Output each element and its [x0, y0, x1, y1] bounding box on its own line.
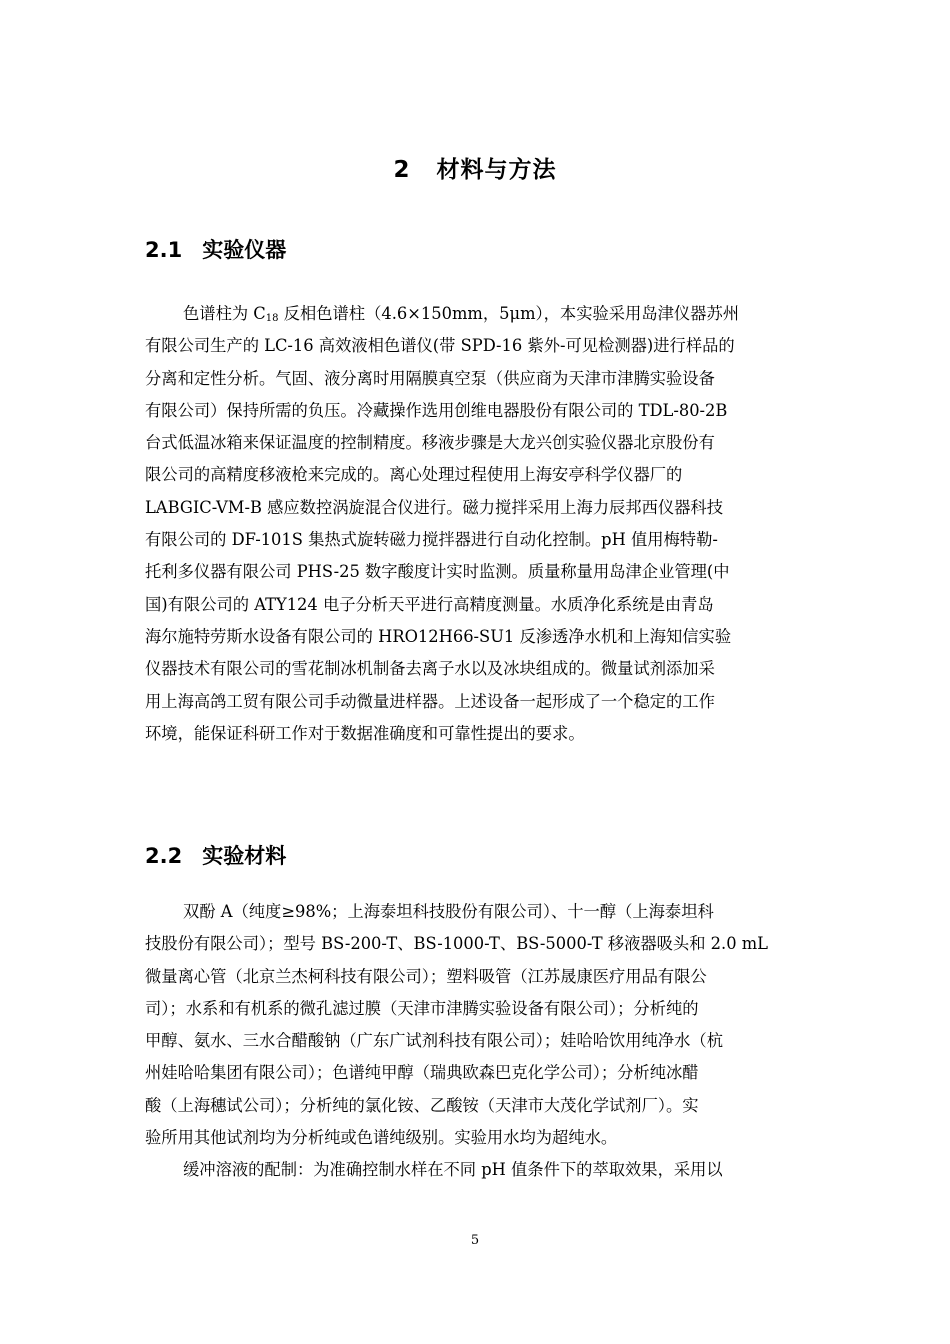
- text-line: 有限公司生产的 LC-16 高效液相色谱仪(带 SPD-16 紫外-可见检测器)进行样品的: [145, 336, 735, 356]
- text-line: 海尔施特劳斯水设备有限公司的 HRO12H66-SU1 反渗透净水机和上海知信实验: [145, 626, 732, 646]
- section-number: 2.2: [145, 844, 183, 868]
- section-title: 实验材料: [202, 844, 287, 868]
- text-line: 技股份有限公司）；型号 BS-200-T、BS-1000-T、BS-5000-T 移液器吸头和 2.0 mL: [145, 934, 768, 954]
- text-line: 国)有限公司的 ATY124 电子分析天平进行高精度测量。水质净化系统是由青岛: [145, 594, 714, 614]
- text-line: 仪器技术有限公司的雪花制冰机制备去离子水以及冰块组成的。微量试剂添加采: [145, 659, 715, 679]
- text-line: 台式低温冰箱来保证温度的控制精度。移液步骤是大龙兴创实验仪器北京股份有: [145, 433, 715, 453]
- text-line: 微量离心管（北京兰杰柯科技有限公司）；塑料吸管（江苏晟康医疗用品有限公: [145, 966, 707, 986]
- chapter-title: [0, 152, 950, 188]
- text-line: 甲醇、氨水、三水合醋酸钠（广东广试剂科技有限公司）；娃哈哈饮用纯净水（杭: [145, 1031, 723, 1051]
- text-line: 有限公司）保持所需的负压。冷藏操作选用创维电器股份有限公司的 TDL-80-2B: [145, 400, 728, 420]
- text-line: 环境，能保证科研工作对于数据准确度和可靠性提出的要求。: [145, 723, 585, 743]
- section-number: 2.1: [145, 238, 183, 262]
- paragraph-instruments: [145, 298, 807, 750]
- text-line: 分离和定性分析。气固、液分离时用隔膜真空泵（供应商为天津市津腾实验设备: [145, 368, 715, 388]
- text-line: 州娃哈哈集团有限公司）；色谱纯甲醇（瑞典欧森巴克化学公司）；分析纯冰醋: [145, 1063, 699, 1083]
- text-line: 限公司的高精度移液枪来完成的。离心处理过程使用上海安亭科学仪器厂的: [145, 465, 683, 485]
- text-line: 托利多仪器有限公司 PHS-25 数字酸度计实时监测。质量称量用岛津企业管理(中: [145, 562, 730, 582]
- text-line: 用上海高鸽工贸有限公司手动微量进样器。上述设备一起形成了一个稳定的工作: [145, 691, 715, 711]
- text-line: 验所用其他试剂均为分析纯或色谱纯级别。实验用水均为超纯水。: [145, 1128, 618, 1148]
- section-heading-2-2: [145, 840, 286, 872]
- paragraph-materials: [145, 896, 807, 1187]
- text-line: 双酚 A（纯度≥98%；上海泰坦科技股份有限公司）、十一醇（上海泰坦科: [183, 902, 714, 921]
- chapter-title-text: 材料与方法: [436, 157, 557, 183]
- text-line: 缓冲溶液的配制：为准确控制水样在不同 pH 值条件下的萃取效果，采用以: [183, 1160, 723, 1180]
- text-line: 酸（上海穗试公司）；分析纯的氯化铵、乙酸铵（天津市大茂化学试剂厂）。实: [145, 1095, 699, 1115]
- page-number: 5: [470, 1233, 480, 1248]
- section-title: 实验仪器: [202, 238, 287, 262]
- text-line: 色谱柱为 $C_{18}$ 反相色谱柱（4.6×150mm，5μm），本实验采用岛津仪器苏州: [183, 304, 740, 324]
- text-line: LABGIC-VM-B 感应数控涡旋混合仪进行。磁力搅拌采用上海力辰邦西仪器科技: [145, 497, 723, 517]
- section-heading-2-1: [145, 234, 286, 266]
- chapter-number: 2: [393, 157, 411, 183]
- text-line: 有限公司的 DF-101S 集热式旋转磁力搅拌器进行自动化控制。pH 值用梅特勒-: [145, 530, 718, 550]
- text-line: 司）；水系和有机系的微孔滤过膜（天津市津腾实验设备有限公司）；分析纯的: [145, 998, 699, 1018]
